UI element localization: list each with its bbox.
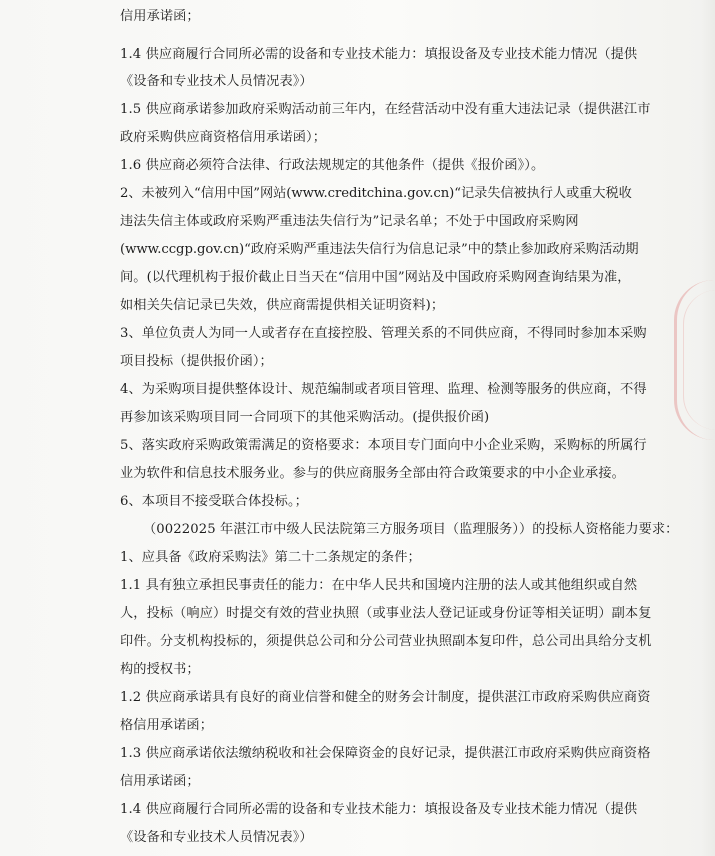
- document-line-6: 1.6 供应商必须符合法律、行政法规规定的其他条件（提供《报价函》）。: [120, 158, 545, 173]
- document-line-21: 1.1 具有独立承担民事责任的能力：在中华人民共和国境内注册的法人或其他组织或自然: [120, 578, 638, 593]
- document-line-9: (www.ccgp.gov.cn)“政府采购严重违法失信行为信息记录”中的禁止参加政府采购活动期: [120, 242, 639, 257]
- document-line-11: 如相关失信记录已失效，供应商需提供相关证明资料)；: [120, 298, 445, 313]
- document-line-30: 《设备和专业技术人员情况表》）: [120, 830, 313, 845]
- document-line-23: 印件。分支机构投标的，须提供总公司和分公司营业执照副本复印件，总公司出具给分支机: [120, 634, 652, 649]
- document-line-2: 1.4 供应商履行合同所必需的设备和专业技术能力：填报设备及专业技术能力情况（提供: [120, 47, 638, 62]
- document-line-18: 6、本项目不接受联合体投标。；: [120, 494, 308, 509]
- document-line-13: 项目投标（提供报价函）；: [120, 354, 273, 369]
- document-line-10: 间。(以代理机构于报价截止日当天在“信用中国”网站及中国政府采购网查询结果为准，: [120, 270, 631, 285]
- document-line-14: 4、为采购项目提供整体设计、规范编制或者项目管理、监理、检测等服务的供应商，不得: [120, 382, 647, 397]
- document-line-26: 格信用承诺函；: [120, 718, 214, 733]
- document-line-29: 1.4 供应商履行合同所必需的设备和专业技术能力：填报设备及专业技术能力情况（提供: [120, 802, 638, 817]
- red-seal-stamp: [674, 280, 715, 440]
- document-line-5: 政府采购供应商资格信用承诺函）；: [120, 130, 326, 145]
- document-line-16: 5、落实政府采购政策需满足的资格要求：本项目专门面向中小企业采购，采购标的所属行: [120, 438, 647, 453]
- document-line-25: 1.2 供应商承诺具有良好的商业信誉和健全的财务会计制度，提供湛江市政府采购供应商资: [120, 690, 651, 705]
- document-line-28: 信用承诺函；: [120, 774, 200, 789]
- document-line-1: 信用承诺函；: [120, 9, 200, 24]
- document-line-15: 再参加该采购项目同一合同项下的其他采购活动。(提供报价函): [120, 410, 490, 425]
- document-line-19: （0022025 年湛江市中级人民法院第三方服务项目（监理服务））的投标人资格能力要求：: [143, 522, 679, 537]
- document-line-12: 3、单位负责人为同一人或者存在直接控股、管理关系的不同供应商，不得同时参加本采购: [120, 326, 647, 341]
- document-line-20: 1、应具备《政府采购法》第二十二条规定的条件；: [120, 550, 421, 565]
- document-line-7: 2、未被列入“信用中国”网站(www.creditchina.gov.cn)“记录失信被执行人或重大税收: [120, 186, 632, 201]
- document-line-24: 构的授权书；: [120, 662, 200, 677]
- document-line-4: 1.5 供应商承诺参加政府采购活动前三年内，在经营活动中没有重大违法记录（提供湛江市: [120, 102, 651, 117]
- document-line-8: 违法失信主体或政府采购严重违法失信行为”记录名单；不处于中国政府采购网: [120, 214, 579, 229]
- document-line-3: 《设备和专业技术人员情况表》）: [120, 74, 313, 89]
- document-line-17: 业为软件和信息技术服务业。参与的供应商服务全部由符合政策要求的中小企业承接。: [120, 466, 625, 481]
- document-line-27: 1.3 供应商承诺依法缴纳税收和社会保障资金的良好记录，提供湛江市政府采购供应商资格: [120, 746, 651, 761]
- document-line-22: 人，投标（响应）时提交有效的营业执照（或事业法人登记证或身份证等相关证明）副本复: [120, 606, 652, 621]
